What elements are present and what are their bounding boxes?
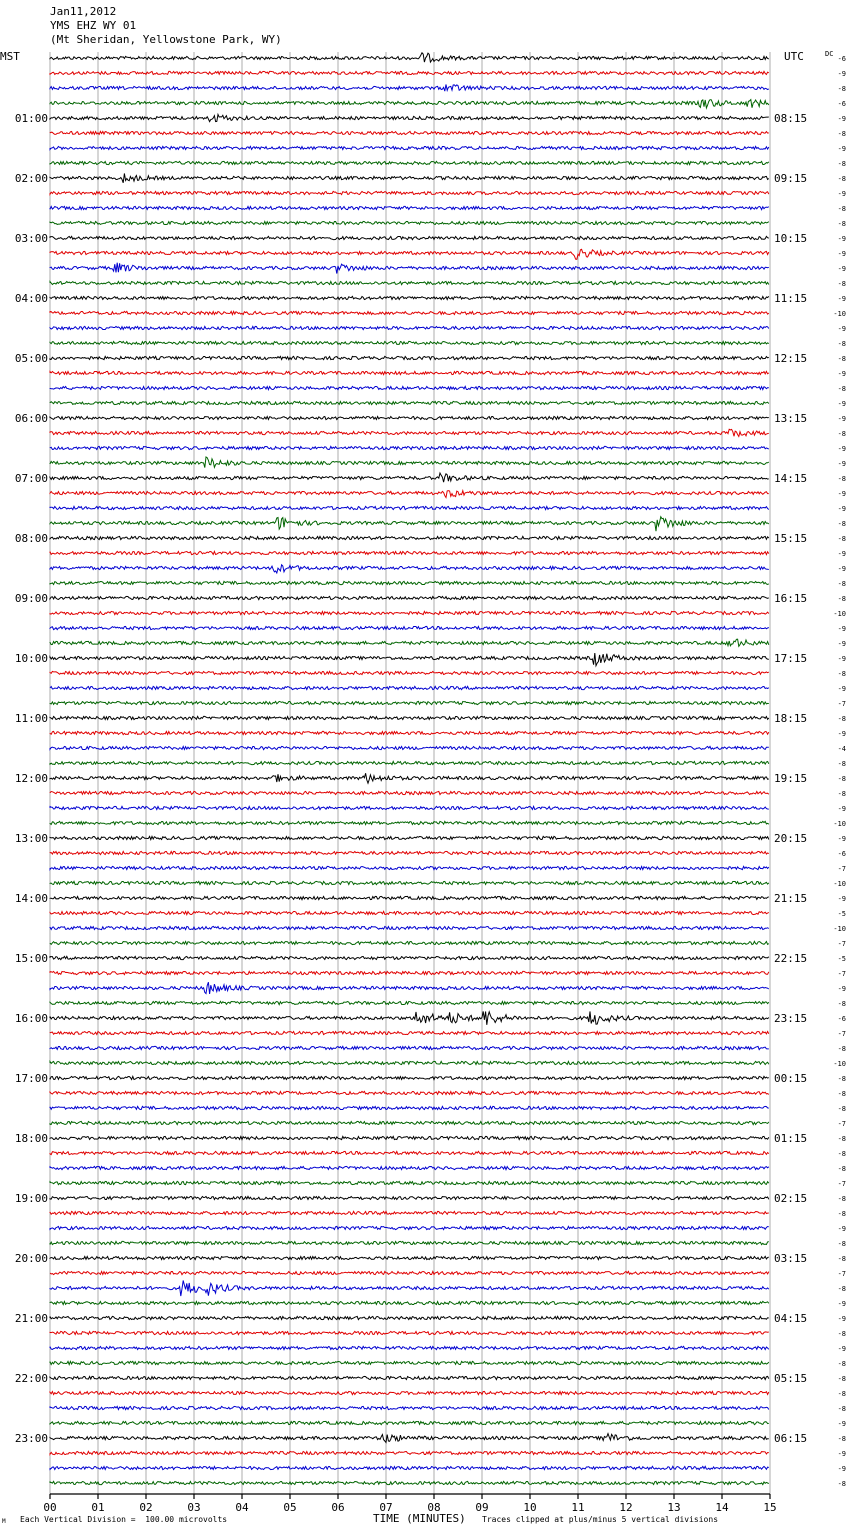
dc-offset-label: -9: [837, 985, 846, 993]
trace-35: [50, 581, 769, 584]
trace-51: [50, 821, 769, 824]
utc-hour-label: 02:15: [774, 1192, 808, 1205]
trace-29: [50, 491, 769, 498]
clip-note: Traces clipped at plus/minus 5 vertical divisions: [482, 1515, 719, 1524]
x-tick-label: 06: [331, 1501, 345, 1514]
mst-axis-title: MST: [0, 50, 20, 63]
dc-offset-label: -9: [837, 1450, 846, 1458]
trace-34: [50, 565, 769, 573]
trace-12: [50, 236, 769, 239]
trace-31: [50, 517, 769, 532]
trace-5: [50, 131, 769, 134]
utc-hour-label: 14:15: [774, 472, 808, 485]
dc-offset-label: -8: [837, 205, 846, 213]
mst-hour-label: 01:00: [14, 112, 48, 125]
dc-offset-label: -10: [833, 1060, 846, 1068]
trace-2: [50, 85, 769, 92]
x-axis-title: TIME (MINUTES): [373, 1512, 466, 1525]
dc-offset-label: -9: [837, 1420, 846, 1428]
dc-offset-label: -9: [837, 145, 846, 153]
dc-axis-title: DC: [825, 50, 834, 58]
trace-0: [50, 53, 769, 62]
dc-offset-label: -6: [837, 1015, 846, 1023]
mst-hour-label: 06:00: [14, 412, 48, 425]
trace-28: [50, 473, 769, 482]
trace-82: [50, 1281, 769, 1297]
trace-91: [50, 1421, 769, 1424]
mst-hour-label: 20:00: [14, 1252, 48, 1265]
trace-77: [50, 1211, 769, 1214]
mst-hour-label: 21:00: [14, 1312, 48, 1325]
dc-offset-label: -8: [837, 535, 846, 543]
dc-offset-label: -8: [837, 760, 846, 768]
x-tick-label: 04: [235, 1501, 249, 1514]
dc-offset-label: -9: [837, 565, 846, 573]
trace-80: [50, 1256, 769, 1259]
trace-7: [50, 161, 769, 164]
dc-offset-label: -7: [837, 940, 846, 948]
dc-offset-label: -9: [837, 835, 846, 843]
trace-30: [50, 506, 769, 509]
trace-22: [50, 386, 769, 389]
dc-offset-label: -9: [837, 895, 846, 903]
trace-83: [50, 1301, 769, 1304]
utc-hour-label: 15:15: [774, 532, 808, 545]
mst-hour-label: 17:00: [14, 1072, 48, 1085]
dc-offset-label: -9: [837, 115, 846, 123]
utc-hour-label: 17:15: [774, 652, 808, 665]
dc-offset-label: -8: [837, 175, 846, 183]
trace-4: [50, 114, 769, 121]
dc-offset-label: -9: [837, 550, 846, 558]
trace-17: [50, 311, 769, 314]
trace-74: [50, 1166, 769, 1169]
x-tick-label: 11: [571, 1501, 585, 1514]
x-tick-label: 15: [763, 1501, 777, 1514]
dc-offset-label: -8: [837, 280, 846, 288]
trace-92: [50, 1434, 769, 1443]
corner-mark: M: [2, 1518, 6, 1525]
dc-offset-label: -8: [837, 670, 846, 678]
trace-10: [50, 206, 769, 209]
trace-18: [50, 326, 769, 329]
trace-86: [50, 1346, 769, 1349]
dc-offset-label: -9: [837, 1300, 846, 1308]
trace-47: [50, 761, 769, 764]
trace-46: [50, 746, 769, 749]
trace-85: [50, 1331, 769, 1334]
trace-24: [50, 416, 769, 419]
dc-offset-label: -8: [837, 1330, 846, 1338]
trace-9: [50, 191, 769, 194]
trace-72: [50, 1136, 769, 1139]
trace-81: [50, 1271, 769, 1274]
dc-offset-label: -8: [837, 1375, 846, 1383]
dc-offset-label: -8: [837, 1360, 846, 1368]
trace-64: [50, 1011, 769, 1024]
trace-6: [50, 146, 769, 149]
trace-36: [50, 596, 769, 599]
dc-offset-label: -8: [837, 1435, 846, 1443]
dc-offset-label: -8: [837, 160, 846, 168]
trace-71: [50, 1121, 769, 1124]
trace-67: [50, 1061, 769, 1064]
dc-offset-label: -8: [837, 790, 846, 798]
trace-13: [50, 249, 769, 259]
utc-hour-label: 11:15: [774, 292, 808, 305]
dc-offset-label: -9: [837, 490, 846, 498]
x-tick-label: 01: [91, 1501, 105, 1514]
dc-offset-label: -8: [837, 1105, 846, 1113]
trace-59: [50, 941, 769, 944]
trace-48: [50, 773, 769, 783]
time-axis: [43, 1494, 776, 1514]
dc-offset-label: -9: [837, 325, 846, 333]
trace-76: [50, 1196, 769, 1199]
x-tick-label: 02: [139, 1501, 153, 1514]
utc-hour-label: 01:15: [774, 1132, 808, 1145]
trace-38: [50, 626, 769, 629]
dc-offset-label: -8: [837, 715, 846, 723]
trace-53: [50, 851, 769, 854]
mst-hour-label: 12:00: [14, 772, 48, 785]
utc-hour-label: 18:15: [774, 712, 808, 725]
mst-hour-label: 11:00: [14, 712, 48, 725]
trace-66: [50, 1046, 769, 1049]
dc-offset-label: -8: [837, 475, 846, 483]
trace-78: [50, 1226, 769, 1229]
x-tick-label: 14: [715, 1501, 729, 1514]
dc-offset-label: -9: [837, 415, 846, 423]
trace-87: [50, 1361, 769, 1364]
trace-69: [50, 1091, 769, 1094]
dc-offset-label: -9: [837, 1225, 846, 1233]
trace-54: [50, 866, 769, 869]
dc-offset-label: -9: [837, 190, 846, 198]
dc-offset-label: -7: [837, 1120, 846, 1128]
dc-offset-label: -5: [837, 910, 846, 918]
trace-42: [50, 686, 769, 689]
dc-offset-label: -6: [837, 100, 846, 108]
dc-offset-label: -9: [837, 250, 846, 258]
dc-offset-label: -9: [837, 400, 846, 408]
dc-offset-label: -9: [837, 730, 846, 738]
utc-hour-label: 05:15: [774, 1372, 808, 1385]
dc-offset-label: -8: [837, 1150, 846, 1158]
trace-57: [50, 911, 769, 914]
trace-27: [50, 457, 769, 468]
dc-offset-label: -8: [837, 1195, 846, 1203]
dc-offset-label: -9: [837, 445, 846, 453]
dc-offset-label: -9: [837, 265, 846, 273]
dc-offset-label: -8: [837, 1045, 846, 1053]
trace-37: [50, 611, 769, 614]
trace-88: [50, 1376, 769, 1379]
utc-hour-label: 10:15: [774, 232, 808, 245]
mst-hour-label: 05:00: [14, 352, 48, 365]
mst-hour-label: 08:00: [14, 532, 48, 545]
mst-hour-label: 16:00: [14, 1012, 48, 1025]
trace-58: [50, 926, 769, 929]
dc-offset-label: -8: [837, 595, 846, 603]
trace-70: [50, 1106, 769, 1109]
dc-offset-label: -8: [837, 775, 846, 783]
trace-84: [50, 1316, 769, 1319]
trace-62: [50, 982, 769, 994]
dc-offset-label: -9: [837, 70, 846, 78]
trace-65: [50, 1031, 769, 1034]
dc-offset-label: -6: [837, 850, 846, 858]
dc-offset-label: -8: [837, 1390, 846, 1398]
dc-offset-label: -8: [837, 1090, 846, 1098]
trace-45: [50, 731, 769, 734]
dc-offset-label: -9: [837, 235, 846, 243]
mst-hour-label: 04:00: [14, 292, 48, 305]
dc-offset-label: -9: [837, 370, 846, 378]
dc-offset-label: -9: [837, 1345, 846, 1353]
dc-offset-label: -10: [833, 310, 846, 318]
x-tick-label: 00: [43, 1501, 57, 1514]
mst-hour-label: 14:00: [14, 892, 48, 905]
trace-21: [50, 371, 769, 374]
trace-32: [50, 536, 769, 539]
dc-offset-label: -8: [837, 1165, 846, 1173]
x-tick-label: 08: [427, 1501, 441, 1514]
dc-offset-label: -10: [833, 610, 846, 618]
utc-hour-label: 22:15: [774, 952, 808, 965]
utc-hour-label: 03:15: [774, 1252, 808, 1265]
dc-offset-label: -9: [837, 295, 846, 303]
dc-offset-label: -10: [833, 925, 846, 933]
dc-offset-label: -7: [837, 1270, 846, 1278]
trace-79: [50, 1241, 769, 1244]
dc-offset-label: -8: [837, 1240, 846, 1248]
utc-hour-label: 12:15: [774, 352, 808, 365]
dc-offset-label: -9: [837, 505, 846, 513]
dc-offset-label: -8: [837, 340, 846, 348]
dc-offset-label: -8: [837, 1405, 846, 1413]
utc-hour-label: 16:15: [774, 592, 808, 605]
trace-15: [50, 281, 769, 284]
dc-offset-label: -9: [837, 460, 846, 468]
trace-61: [50, 971, 769, 974]
utc-hour-label: 21:15: [774, 892, 808, 905]
dc-offset-label: -8: [837, 430, 846, 438]
dc-offset-label: -7: [837, 865, 846, 873]
dc-offset-label: -8: [837, 580, 846, 588]
trace-20: [50, 356, 769, 359]
station-label: YMS EHZ WY 01: [50, 19, 137, 32]
trace-8: [50, 173, 769, 182]
dc-offset-label: -8: [837, 1075, 846, 1083]
trace-16: [50, 296, 769, 299]
dc-offset-label: -9: [837, 685, 846, 693]
trace-75: [50, 1181, 769, 1184]
mst-hour-label: 03:00: [14, 232, 48, 245]
x-tick-label: 10: [523, 1501, 537, 1514]
trace-49: [50, 791, 769, 794]
mst-hour-label: 22:00: [14, 1372, 48, 1385]
utc-hour-label: 13:15: [774, 412, 808, 425]
trace-68: [50, 1076, 769, 1079]
trace-39: [50, 639, 769, 646]
dc-offset-label: -9: [837, 1315, 846, 1323]
trace-89: [50, 1391, 769, 1394]
utc-hour-label: 00:15: [774, 1072, 808, 1085]
utc-hour-label: 04:15: [774, 1312, 808, 1325]
utc-hour-label: 06:15: [774, 1432, 808, 1445]
x-tick-label: 12: [619, 1501, 633, 1514]
dc-offset-label: -7: [837, 700, 846, 708]
dc-offset-label: -9: [837, 625, 846, 633]
trace-41: [50, 671, 769, 674]
utc-hour-label: 19:15: [774, 772, 808, 785]
x-tick-label: 13: [667, 1501, 681, 1514]
dc-offset-label: -9: [837, 1465, 846, 1473]
dc-offset-label: -6: [837, 55, 846, 63]
dc-offset-label: -10: [833, 820, 846, 828]
trace-94: [50, 1466, 769, 1469]
dc-offset-label: -7: [837, 1030, 846, 1038]
trace-43: [50, 701, 769, 704]
dc-offset-label: -8: [837, 130, 846, 138]
trace-44: [50, 716, 769, 719]
location-label: (Mt Sheridan, Yellowstone Park, WY): [50, 33, 282, 46]
dc-offset-label: -7: [837, 970, 846, 978]
trace-73: [50, 1151, 769, 1154]
trace-11: [50, 221, 769, 224]
x-tick-label: 09: [475, 1501, 489, 1514]
utc-axis-title: UTC: [784, 50, 804, 63]
dc-offset-label: -8: [837, 220, 846, 228]
trace-93: [50, 1451, 769, 1454]
utc-hour-label: 20:15: [774, 832, 808, 845]
dc-offset-label: -9: [837, 655, 846, 663]
trace-23: [50, 401, 769, 404]
date-label: Jan11,2012: [50, 5, 117, 18]
trace-14: [50, 263, 769, 274]
trace-1: [50, 71, 769, 74]
mst-hour-label: 07:00: [14, 472, 48, 485]
trace-50: [50, 806, 769, 809]
seismic-traces: [50, 53, 769, 1485]
dc-offset-label: -8: [837, 520, 846, 528]
trace-33: [50, 551, 769, 554]
utc-hour-label: 08:15: [774, 112, 808, 125]
dc-offset-label: -10: [833, 880, 846, 888]
dc-offset-label: -7: [837, 1180, 846, 1188]
x-tick-label: 03: [187, 1501, 201, 1514]
dc-offset-label: -8: [837, 85, 846, 93]
dc-offset-label: -8: [837, 1285, 846, 1293]
trace-90: [50, 1406, 769, 1409]
trace-26: [50, 446, 769, 449]
trace-95: [50, 1481, 769, 1484]
mst-hour-label: 23:00: [14, 1432, 48, 1445]
trace-60: [50, 956, 769, 959]
x-tick-label: 05: [283, 1501, 297, 1514]
dc-offset-label: -8: [837, 385, 846, 393]
dc-offset-label: -8: [837, 1255, 846, 1263]
dc-offset-label: -4: [837, 745, 846, 753]
dc-offset-label: -5: [837, 955, 846, 963]
x-tick-label: 07: [379, 1501, 393, 1514]
mst-hour-label: 13:00: [14, 832, 48, 845]
mst-hour-label: 10:00: [14, 652, 48, 665]
dc-offset-label: -9: [837, 805, 846, 813]
trace-19: [50, 341, 769, 344]
scale-note: Each Vertical Division = 100.00 microvolts: [20, 1515, 228, 1524]
trace-25: [50, 429, 769, 436]
utc-hour-label: 23:15: [774, 1012, 808, 1025]
trace-63: [50, 1001, 769, 1004]
dc-offset-label: -8: [837, 355, 846, 363]
mst-hour-label: 19:00: [14, 1192, 48, 1205]
mst-hour-label: 18:00: [14, 1132, 48, 1145]
mst-hour-label: 09:00: [14, 592, 48, 605]
trace-55: [50, 881, 769, 884]
utc-hour-label: 09:15: [774, 172, 808, 185]
dc-offset-label: -9: [837, 640, 846, 648]
trace-52: [50, 836, 769, 839]
dc-offset-label: -8: [837, 1210, 846, 1218]
dc-offset-label: -8: [837, 1480, 846, 1488]
dc-offset-label: -8: [837, 1135, 846, 1143]
dc-offset-label: -8: [837, 1000, 846, 1008]
trace-56: [50, 896, 769, 899]
mst-hour-label: 15:00: [14, 952, 48, 965]
mst-hour-label: 02:00: [14, 172, 48, 185]
trace-40: [50, 653, 769, 666]
trace-3: [50, 100, 769, 108]
